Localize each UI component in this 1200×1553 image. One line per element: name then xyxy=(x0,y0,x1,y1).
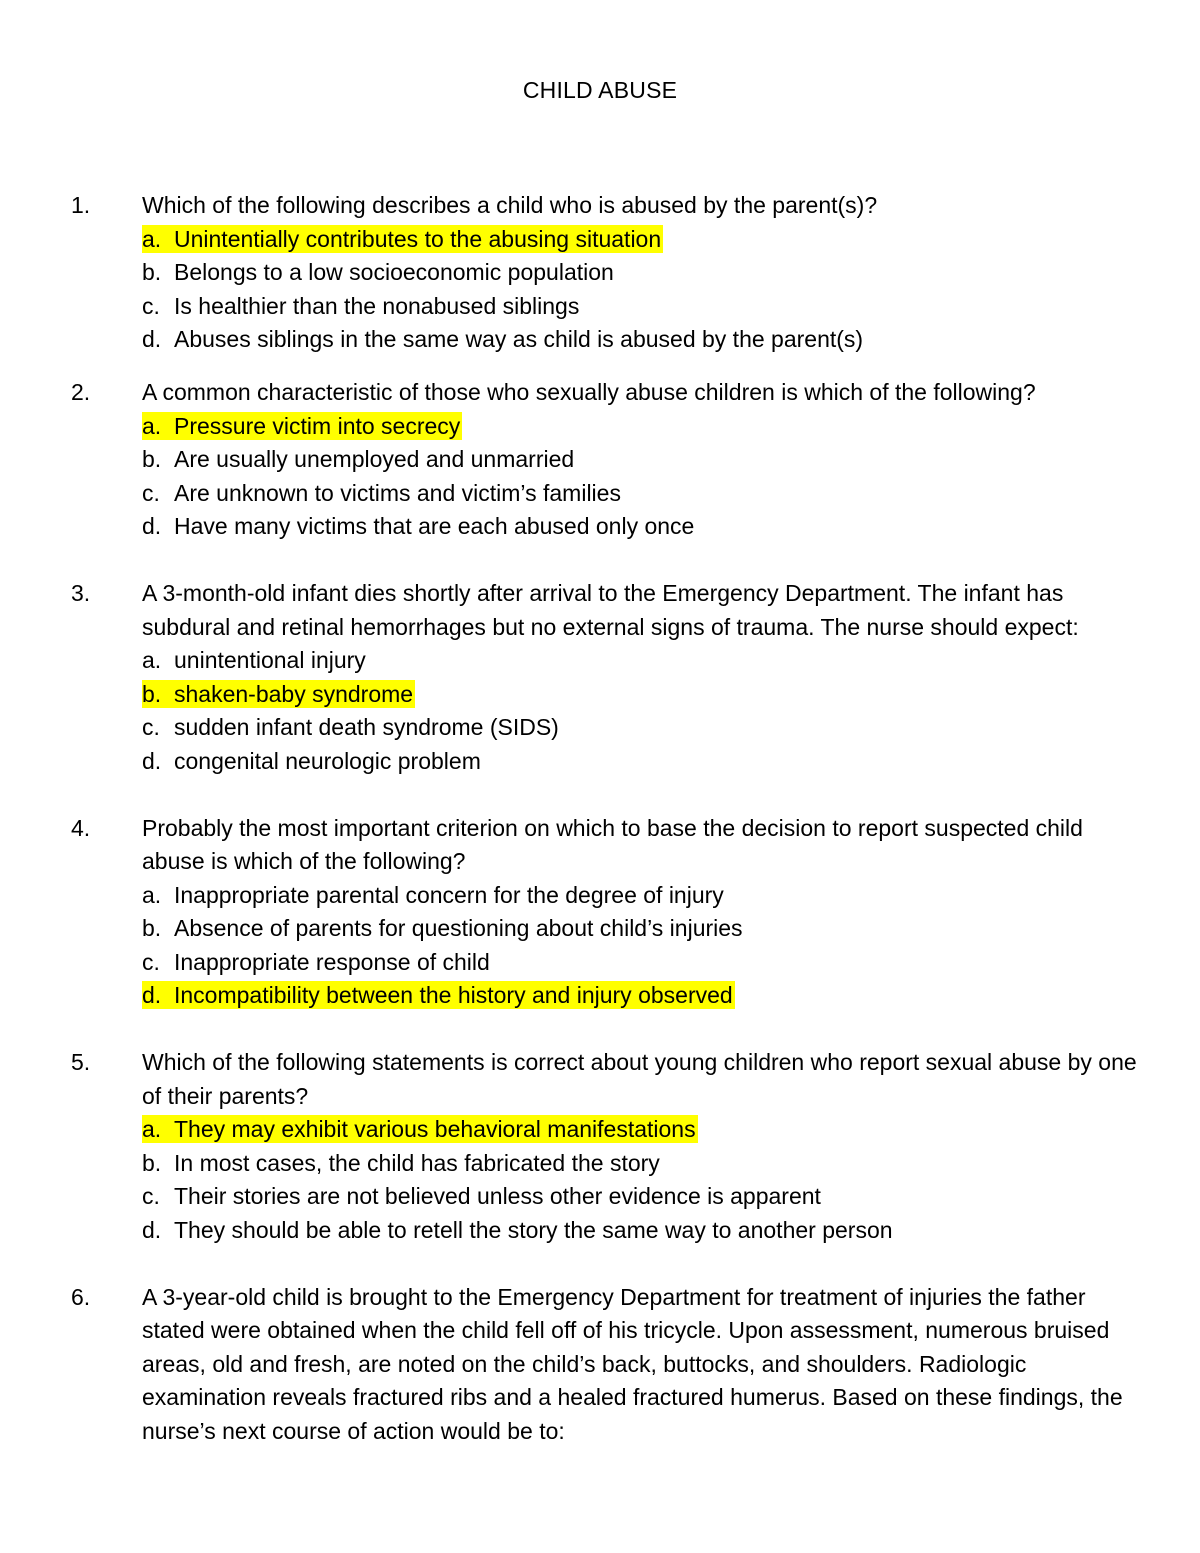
choice-c xyxy=(142,946,1142,980)
choice-letter: a. xyxy=(142,1116,162,1143)
question-list xyxy=(0,189,1200,1449)
choice-a-correct xyxy=(142,410,1142,444)
choice-text: Pressure victim into secrecy xyxy=(174,412,461,439)
choice-letter: a. xyxy=(142,881,162,908)
choice-b xyxy=(142,443,1142,477)
document-title: CHILD ABUSE xyxy=(522,77,678,103)
choice-letter: d. xyxy=(142,982,162,1009)
choice-d xyxy=(142,510,1142,544)
choice-text: Are unknown to victims and victim’s families xyxy=(174,479,621,506)
question-body xyxy=(142,577,1142,779)
choice-text: Inappropriate parental concern for the degree of injury xyxy=(174,881,724,908)
choice-d xyxy=(142,1214,1142,1248)
choice-text: unintentional injury xyxy=(174,647,366,674)
question-body xyxy=(142,1281,1142,1449)
choice-c xyxy=(142,1180,1142,1214)
question-body xyxy=(142,376,1142,544)
question-6 xyxy=(0,1281,1200,1449)
choice-a-correct xyxy=(142,223,1142,257)
choice-list xyxy=(142,223,1142,357)
choice-letter: a. xyxy=(142,647,162,674)
choice-a xyxy=(142,879,1142,913)
choice-list xyxy=(142,644,1142,778)
choice-letter: b. xyxy=(142,446,162,473)
question-number: 6. xyxy=(71,1283,91,1310)
choice-letter: c. xyxy=(142,714,160,741)
question-body xyxy=(142,812,1142,1014)
question-body xyxy=(142,189,1142,357)
choice-c xyxy=(142,290,1142,324)
question-number: 5. xyxy=(71,1049,91,1076)
choice-text: Inappropriate response of child xyxy=(174,948,490,975)
choice-c xyxy=(142,711,1142,745)
choice-text: Unintentially contributes to the abusing situation xyxy=(174,225,662,252)
choice-letter: b. xyxy=(142,915,162,942)
choice-letter: b. xyxy=(142,259,162,286)
choice-b xyxy=(142,912,1142,946)
question-text: Which of the following describes a child who is abused by the parent(s)? xyxy=(142,192,878,218)
question-number: 2. xyxy=(71,378,91,405)
choice-text: In most cases, the child has fabricated the story xyxy=(174,1149,660,1176)
choice-text: They may exhibit various behavioral manifestations xyxy=(174,1116,696,1143)
choice-b xyxy=(142,256,1142,290)
choice-list xyxy=(142,879,1142,1013)
choice-text: Is healthier than the nonabused siblings xyxy=(174,292,580,319)
choice-letter: b. xyxy=(142,1149,162,1176)
choice-text: shaken-baby syndrome xyxy=(174,680,414,707)
choice-c xyxy=(142,477,1142,511)
question-text: A 3-year-old child is brought to the Emergency Department for treatment of injuries the father stated were obtained when the child fell off of his tricycle. Upon assessment, numerous bruised areas, old and fresh, are noted on the child’s back, buttocks, and shoulders. Radiologic examination reveals fractured ribs and a healed fractured humerus. Based on these findings, the nurse’s next course of action would be to: xyxy=(142,1283,1123,1444)
question-1 xyxy=(0,189,1200,357)
question-text: A 3-month-old infant dies shortly after arrival to the Emergency Department. The infant has subdural and retinal hemorrhages but no external signs of trauma. The nurse should expect: xyxy=(142,579,1079,640)
choice-a-correct xyxy=(142,1113,1142,1147)
choice-letter: a. xyxy=(142,225,162,252)
choice-letter: d. xyxy=(142,747,162,774)
choice-b xyxy=(142,1147,1142,1181)
choice-letter: d. xyxy=(142,326,162,353)
choice-text: Abuses siblings in the same way as child is abused by the parent(s) xyxy=(174,326,864,353)
choice-text: They should be able to retell the story the same way to another person xyxy=(174,1217,893,1244)
choice-text: sudden infant death syndrome (SIDS) xyxy=(174,714,559,741)
choice-letter: b. xyxy=(142,680,162,707)
question-text: A common characteristic of those who sexually abuse children is which of the following? xyxy=(142,378,1036,405)
choice-text: Incompatibility between the history and injury observed xyxy=(174,982,733,1009)
choice-letter: d. xyxy=(142,513,162,540)
question-body xyxy=(142,1046,1142,1248)
question-number: 3. xyxy=(71,579,91,606)
question-number: 4. xyxy=(71,814,91,841)
choice-b-correct xyxy=(142,678,1142,712)
choice-a xyxy=(142,644,1142,678)
question-number: 1. xyxy=(71,192,91,218)
choice-d-correct xyxy=(142,979,1142,1013)
question-text: Probably the most important criterion on which to base the decision to report suspected child abuse is which of the following? xyxy=(142,814,1083,875)
question-text: Which of the following statements is correct about young children who report sexual abuse by one of their parents? xyxy=(142,1049,1137,1109)
choice-list xyxy=(142,1113,1142,1247)
choice-letter: c. xyxy=(142,1183,160,1210)
question-3 xyxy=(0,577,1200,779)
choice-text: congenital neurologic problem xyxy=(174,747,481,774)
question-5 xyxy=(0,1046,1200,1248)
choice-text: Belongs to a low socioeconomic population xyxy=(174,259,614,286)
question-4 xyxy=(0,812,1200,1014)
choice-text: Are usually unemployed and unmarried xyxy=(174,446,575,473)
choice-list xyxy=(142,410,1142,544)
question-2 xyxy=(0,376,1200,544)
choice-text: Their stories are not believed unless other evidence is apparent xyxy=(174,1183,821,1210)
choice-letter: c. xyxy=(142,292,160,319)
choice-letter: c. xyxy=(142,948,160,975)
choice-text: Absence of parents for questioning about child’s injuries xyxy=(174,915,743,942)
choice-letter: c. xyxy=(142,479,160,506)
choice-letter: a. xyxy=(142,412,162,439)
choice-d xyxy=(142,745,1142,779)
choice-text: Have many victims that are each abused only once xyxy=(174,513,695,540)
choice-d xyxy=(142,323,1142,357)
choice-letter: d. xyxy=(142,1217,162,1244)
